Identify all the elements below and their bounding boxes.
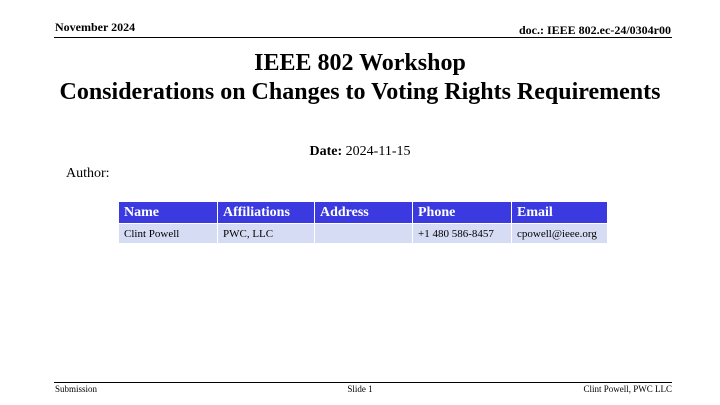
footer-left: Submission	[55, 384, 98, 394]
footer-rule	[54, 382, 672, 383]
column-header-affiliations: Affiliations	[218, 202, 315, 224]
cell-address	[315, 224, 413, 244]
column-header-address: Address	[315, 202, 413, 224]
date-label: Date:	[309, 144, 343, 159]
date-line	[0, 144, 720, 160]
authors-table	[118, 201, 608, 244]
date-value: 2024-11-15	[342, 144, 411, 159]
cell-affiliations: PWC, LLC	[218, 224, 315, 244]
footer-right: Clint Powell, PWC LLC	[583, 384, 672, 394]
footer-slide-number: Slide 1	[347, 384, 373, 394]
cell-name: Clint Powell	[119, 224, 218, 244]
table-header-row	[119, 202, 608, 224]
column-header-phone: Phone	[413, 202, 512, 224]
column-header-email: Email	[512, 202, 608, 224]
header-doc-id: doc.: IEEE 802.ec-24/0304r00	[519, 23, 671, 37]
column-header-name: Name	[119, 202, 218, 224]
author-label: Author:	[66, 166, 110, 181]
header-rule	[54, 37, 672, 38]
slide-title	[0, 49, 720, 107]
table-row	[119, 224, 608, 244]
cell-email: cpowell@ieee.org	[512, 224, 608, 244]
cell-phone: +1 480 586-8457	[413, 224, 512, 244]
title-line-1: IEEE 802 Workshop	[254, 50, 466, 76]
title-line-2: Considerations on Changes to Voting Rights Requirements	[59, 79, 661, 105]
header-date: November 2024	[55, 20, 136, 34]
